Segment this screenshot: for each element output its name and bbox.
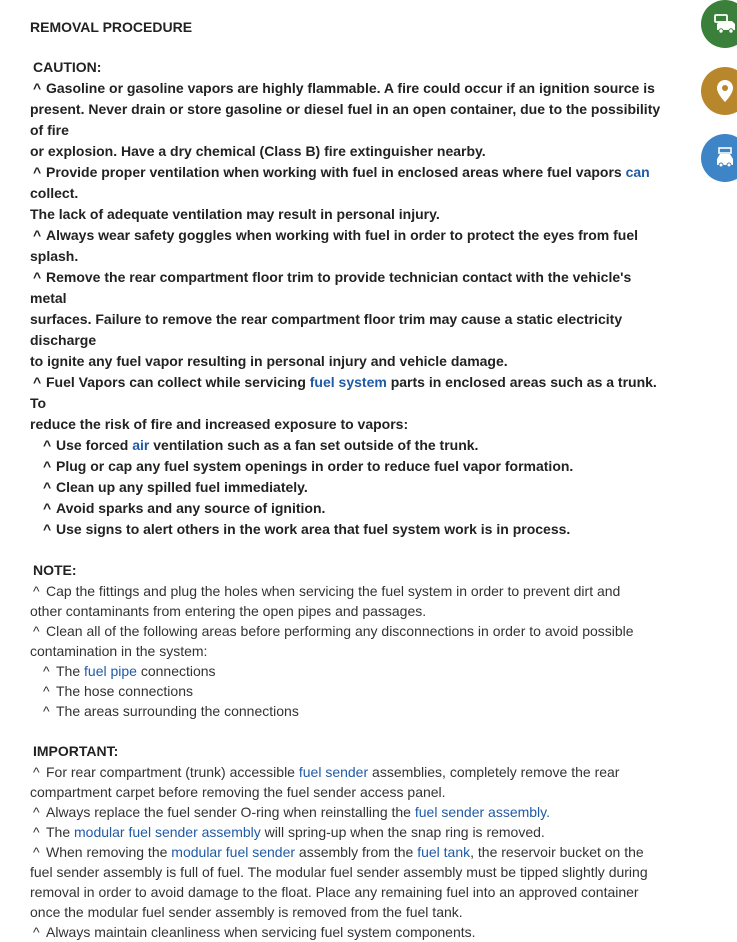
document-body — [30, 17, 670, 942]
important-heading: IMPORTANT: — [33, 743, 119, 759]
caution-item: ^ Always wear safety goggles when working with fuel in order to protect the eyes from fuel splash. — [30, 227, 639, 264]
fuel-system-link[interactable]: fuel system — [309, 374, 387, 390]
can-link[interactable]: can — [625, 164, 650, 180]
location-pin-icon — [713, 78, 737, 104]
note-section — [30, 560, 670, 721]
caution-item: ^ Gasoline or gasoline vapors are highly flammable. A fire could occur if an ignition source is — [33, 80, 655, 96]
caution-item: ^ Remove the rear compartment floor trim to provide technician contact with the vehicle's metal — [30, 269, 632, 306]
air-link[interactable]: air — [132, 437, 150, 453]
fuel-pipe-link[interactable]: fuel pipe — [84, 663, 137, 679]
caution-item-cont: The lack of adequate ventilation may result in personal injury. — [30, 206, 440, 222]
page-title: REMOVAL PROCEDURE — [30, 19, 193, 35]
caution-subitem: ^ Use forced air ventilation such as a fan set outside of the trunk. — [43, 437, 479, 453]
fuel-tank-link[interactable]: fuel tank — [417, 844, 471, 860]
modular-fuel-sender-assembly-link[interactable]: modular fuel sender assembly — [74, 824, 261, 840]
important-item: ^ Always replace the fuel sender O-ring when reinstalling the fuel sender assembly. — [33, 804, 551, 820]
modular-fuel-sender-link[interactable]: modular fuel sender — [171, 844, 296, 860]
important-item: ^ For rear compartment (trunk) accessible fuel sender assemblies, completely remove the rear — [33, 764, 620, 780]
location-button[interactable] — [701, 67, 737, 115]
car-wash-icon — [712, 145, 737, 171]
caution-item: ^ Fuel Vapors can collect while servicing fuel system parts in enclosed areas such as a trunk. To — [30, 374, 657, 411]
note-item: ^ Clean all of the following areas before performing any disconnections in order to avoid possible — [33, 623, 634, 639]
vehicle-service-icon — [712, 11, 737, 37]
note-item-cont: other contaminants from entering the open pipes and passages. — [30, 603, 427, 619]
caution-item-cont: or explosion. Have a dry chemical (Class B) fire extinguisher nearby. — [30, 143, 486, 159]
note-item: ^ Cap the fittings and plug the holes when servicing the fuel system in order to prevent dirt and — [33, 583, 621, 599]
note-subitem: ^ The hose connections — [43, 683, 193, 699]
caution-subitem: ^ Clean up any spilled fuel immediately. — [43, 479, 308, 495]
important-item-cont: once the modular fuel sender assembly is removed from the fuel tank. — [30, 904, 463, 920]
caution-item: ^ Provide proper ventilation when working with fuel in enclosed areas where fuel vapors can collect. — [30, 164, 650, 201]
note-item-cont: contamination in the system: — [30, 643, 208, 659]
note-heading: NOTE: — [33, 562, 77, 578]
note-subitem: ^ The fuel pipe connections — [43, 663, 216, 679]
caution-heading: CAUTION: — [33, 59, 102, 75]
important-item-cont: compartment carpet before removing the fuel sender access panel. — [30, 784, 446, 800]
car-wash-button[interactable] — [701, 134, 737, 182]
important-item: ^ Always maintain cleanliness when servicing fuel system components. — [33, 924, 476, 940]
fuel-sender-assembly-link[interactable]: fuel sender assembly. — [414, 804, 551, 820]
important-item: ^ When removing the modular fuel sender assembly from the fuel tank, the reservoir bucket on the — [33, 844, 644, 860]
caution-item-cont: reduce the risk of fire and increased exposure to vapors: — [30, 416, 409, 432]
important-item: ^ The modular fuel sender assembly will spring-up when the snap ring is removed. — [33, 824, 545, 840]
caution-item-cont: present. Never drain or store gasoline or diesel fuel in an open container, due to the possibility of fire — [30, 101, 661, 138]
caution-subitem: ^ Plug or cap any fuel system openings in order to reduce fuel vapor formation. — [43, 458, 574, 474]
caution-item-cont: surfaces. Failure to remove the rear compartment floor trim may cause a static electricity discharge — [30, 311, 623, 348]
important-item-cont: fuel sender assembly is full of fuel. The modular fuel sender assembly must be tipped slightly during — [30, 864, 648, 880]
important-item-cont: removal in order to avoid damage to the float. Place any remaining fuel into an approved container — [30, 884, 639, 900]
fuel-sender-link[interactable]: fuel sender — [298, 764, 369, 780]
caution-section — [30, 57, 670, 540]
caution-subitem: ^ Use signs to alert others in the work area that fuel system work is in process. — [43, 521, 571, 537]
caution-item-cont: to ignite any fuel vapor resulting in personal injury and vehicle damage. — [30, 353, 508, 369]
caution-subitem: ^ Avoid sparks and any source of ignition. — [43, 500, 326, 516]
vehicle-service-button[interactable] — [701, 0, 737, 48]
important-section — [30, 741, 670, 942]
note-subitem: ^ The areas surrounding the connections — [43, 703, 299, 719]
